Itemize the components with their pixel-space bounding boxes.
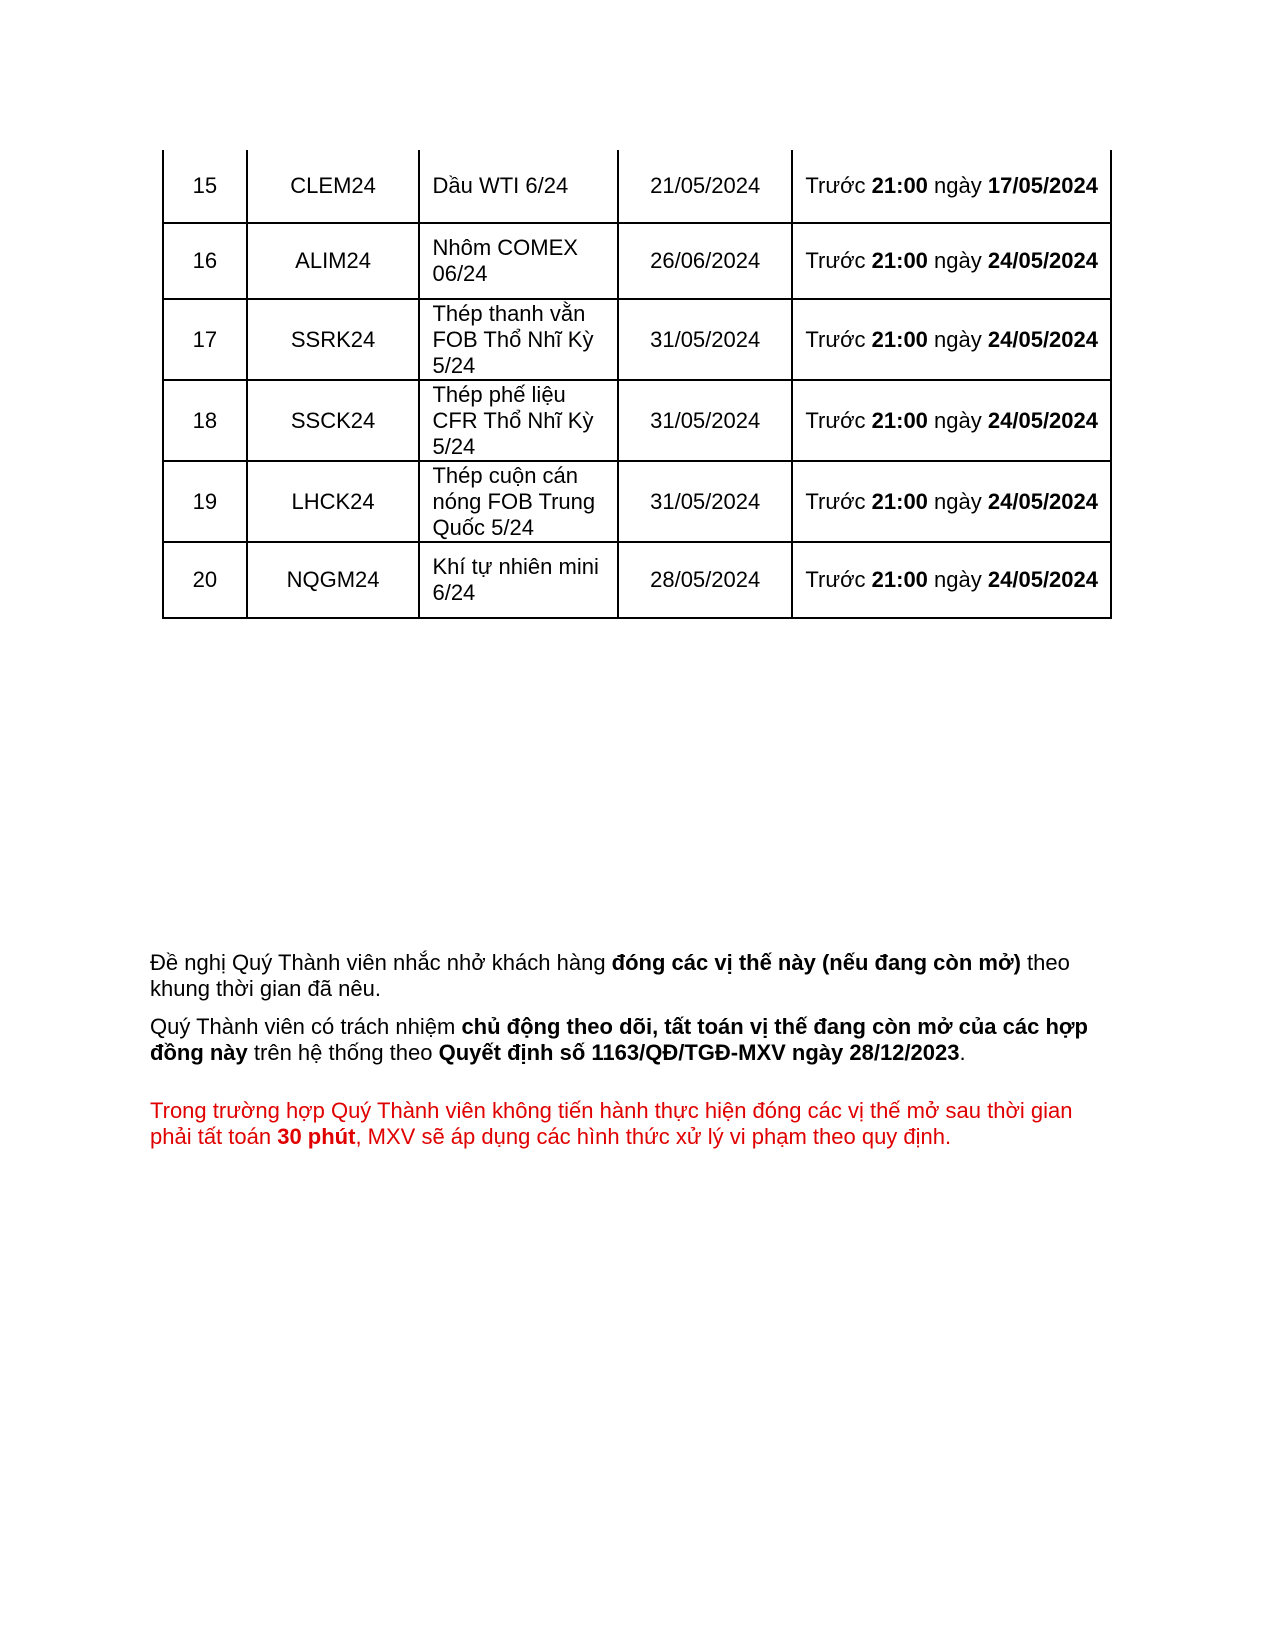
contracts-table-body	[163, 150, 1111, 618]
cell-expiry-date: 31/05/2024	[618, 380, 792, 461]
deadline-mid: ngày	[934, 567, 982, 592]
deadline-date: 17/05/2024	[987, 173, 1098, 198]
notice-paragraph-2	[150, 1014, 1120, 1066]
p1-text-c: theo khung thời gian đã nêu.	[150, 950, 1070, 1001]
deadline-prefix: Trước	[805, 407, 866, 433]
cell-expiry-date: 31/05/2024	[618, 299, 792, 380]
p3-text-c: , MXV sẽ áp dụng các hình thức xử lý vi phạm theo quy định.	[355, 1124, 952, 1149]
deadline-time: 21:00	[871, 326, 928, 352]
cell-no: 15	[163, 150, 247, 223]
table-row	[163, 223, 1111, 299]
deadline-date: 24/05/2024	[987, 248, 1098, 273]
deadline-time: 21:00	[871, 248, 928, 273]
cell-contract-code: CLEM24	[247, 150, 420, 223]
cell-contract-code: NQGM24	[247, 542, 420, 618]
cell-contract-code: SSCK24	[247, 380, 420, 461]
cell-close-deadline	[792, 299, 1111, 380]
deadline-mid: ngày	[934, 248, 982, 273]
table-row	[163, 542, 1111, 618]
cell-close-deadline	[792, 150, 1111, 223]
cell-expiry-date: 31/05/2024	[618, 461, 792, 542]
p3-text-a: Trong trường hợp Quý Thành viên không tiến hành thực hiện đóng các vị thế mở sau thời gian phải tất toán	[150, 1098, 1073, 1149]
deadline-date: 24/05/2024	[987, 407, 1098, 433]
deadline-mid: ngày	[934, 326, 982, 352]
deadline-prefix: Trước	[805, 173, 866, 198]
deadline-time: 21:00	[871, 488, 928, 514]
notice-paragraph-1	[150, 950, 1120, 1002]
cell-contract-code: LHCK24	[247, 461, 420, 542]
cell-contract-name: Khí tự nhiên mini 6/24	[419, 542, 617, 618]
deadline-time: 21:00	[871, 567, 928, 592]
deadline-prefix: Trước	[805, 567, 866, 592]
p2-text-e: .	[959, 1040, 966, 1065]
notice-paragraph-warning	[150, 1098, 1120, 1150]
cell-expiry-date: 26/06/2024	[618, 223, 792, 299]
deadline-time: 21:00	[871, 173, 928, 198]
cell-close-deadline	[792, 380, 1111, 461]
cell-close-deadline	[792, 461, 1111, 542]
table-row	[163, 380, 1111, 461]
table-row	[163, 299, 1111, 380]
deadline-date: 24/05/2024	[987, 488, 1098, 514]
deadline-prefix: Trước	[805, 326, 866, 352]
cell-no: 20	[163, 542, 247, 618]
cell-expiry-date: 28/05/2024	[618, 542, 792, 618]
cell-contract-name: Thép thanh vằn FOB Thổ Nhĩ Kỳ 5/24	[419, 299, 617, 380]
deadline-mid: ngày	[934, 407, 982, 433]
deadline-time: 21:00	[871, 407, 928, 433]
p1-text-bold: đóng các vị thế này (nếu đang còn mở)	[611, 950, 1021, 975]
cell-no: 19	[163, 461, 247, 542]
cell-no: 16	[163, 223, 247, 299]
deadline-date: 24/05/2024	[987, 567, 1098, 592]
deadline-prefix: Trước	[805, 248, 866, 273]
cell-no: 17	[163, 299, 247, 380]
contracts-table	[162, 150, 1112, 619]
p2-text-bold-1: chủ động theo dõi, tất toán vị thế đang còn mở của các hợp đồng này	[150, 1014, 1088, 1065]
table-row	[163, 461, 1111, 542]
deadline-mid: ngày	[934, 488, 982, 514]
cell-contract-code: SSRK24	[247, 299, 420, 380]
cell-contract-name: Thép phế liệu CFR Thổ Nhĩ Kỳ 5/24	[419, 380, 617, 461]
cell-close-deadline	[792, 223, 1111, 299]
cell-no: 18	[163, 380, 247, 461]
p2-text-a: Quý Thành viên có trách nhiệm	[150, 1014, 462, 1039]
p2-text-bold-2: Quyết định số 1163/QĐ/TGĐ-MXV ngày 28/12/2023	[438, 1040, 960, 1065]
p1-text-a: Đề nghị Quý Thành viên nhắc nhở khách hàng	[150, 950, 612, 975]
p3-text-bold: 30 phút	[277, 1124, 356, 1149]
cell-expiry-date: 21/05/2024	[618, 150, 792, 223]
deadline-date: 24/05/2024	[987, 326, 1098, 352]
deadline-prefix: Trước	[805, 488, 866, 514]
cell-contract-name: Nhôm COMEX 06/24	[419, 223, 617, 299]
p2-text-c: trên hệ thống theo	[247, 1040, 439, 1065]
cell-contract-code: ALIM24	[247, 223, 420, 299]
deadline-mid: ngày	[934, 173, 982, 198]
cell-contract-name: Dầu WTI 6/24	[419, 150, 617, 223]
cell-close-deadline	[792, 542, 1111, 618]
cell-contract-name: Thép cuộn cán nóng FOB Trung Quốc 5/24	[419, 461, 617, 542]
table-row	[163, 150, 1111, 223]
